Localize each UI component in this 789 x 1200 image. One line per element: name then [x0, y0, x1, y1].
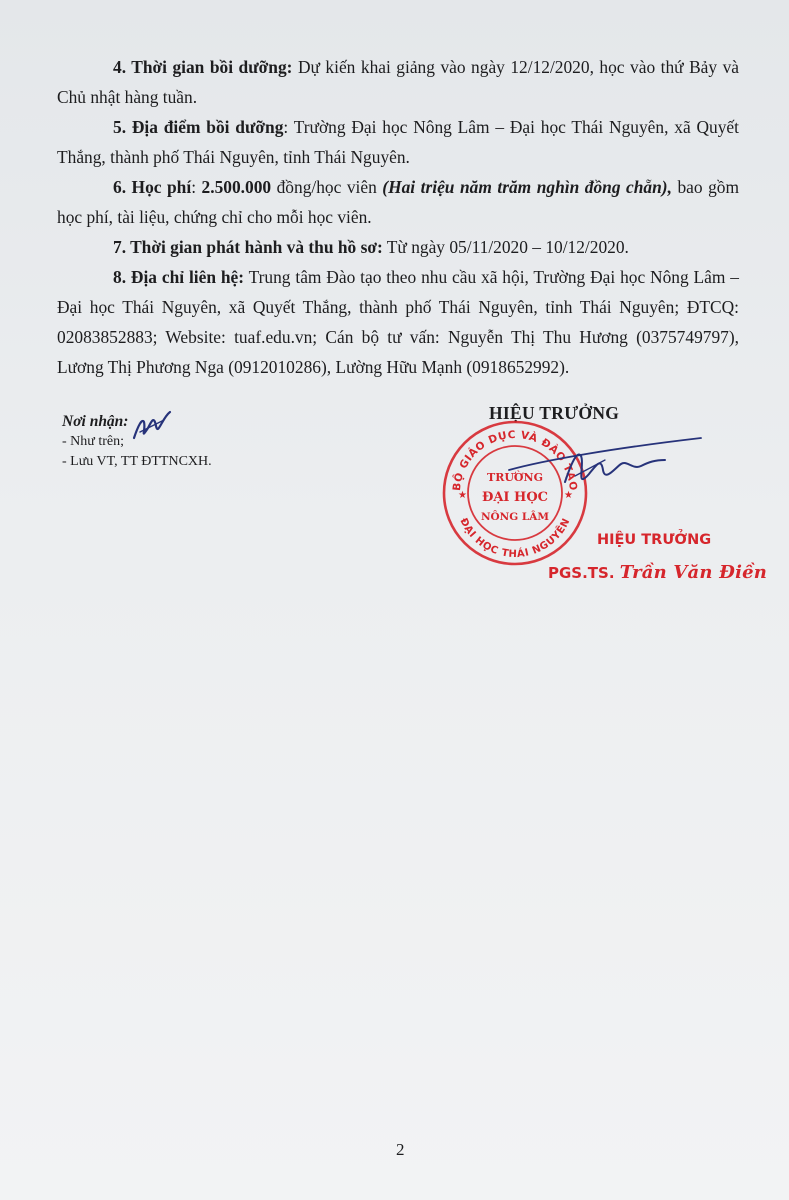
seal-line-3: NÔNG LÂM — [480, 511, 550, 523]
paragraph-training-time — [57, 52, 739, 112]
heading: 4. Thời gian bồi dưỡng: — [113, 57, 293, 77]
heading: 7. Thời gian phát hành và thu hồ sơ: — [113, 237, 383, 257]
initial-signature — [130, 408, 176, 444]
paragraph-training-location — [57, 112, 739, 172]
signer-degree: PGS.TS. — [548, 564, 615, 582]
document-body — [57, 52, 739, 382]
svg-text:ĐẠI HỌC THÁI NGUYÊN — [457, 517, 572, 561]
svg-text:★: ★ — [564, 490, 573, 501]
seal-line-1: TRƯỜNG — [487, 471, 543, 484]
signer-fullname: Trần Văn Điền — [619, 562, 768, 583]
svg-text:★: ★ — [458, 490, 467, 501]
paragraph-text: Trung tâm Đào tạo theo nhu cầu xã hội, Trường Đại học Nông Lâm – Đại học Thái Nguyên, xã Quyết Thắng, thành phố Thái Nguyên, tỉnh Thái Nguyên; ĐTCQ: 02083852883; Website: tuaf.edu.vn; Cán bộ tư vấn: Nguyễn Thị Thu Hương (0375749797), Lương Thị Phương Nga (0912010286), Lường Hữu Mạnh (0918652992). — [57, 267, 739, 377]
signer-name — [548, 562, 767, 583]
paragraph-tuition — [57, 172, 739, 232]
stamp-signer-title: HIỆU TRƯỞNG — [597, 532, 712, 548]
paragraph-contact — [57, 262, 739, 382]
seal-bottom-text: ĐẠI HỌC THÁI NGUYÊN — [457, 516, 573, 561]
paragraph-text: bao gồm học phí, tài liệu, chứng chỉ cho mỗi học viên. — [57, 177, 739, 227]
paragraph-text: đồng/học viên — [271, 177, 383, 197]
heading: 8. Địa chỉ liên hệ: — [113, 267, 245, 287]
recipient-item: - Như trên; — [62, 434, 125, 449]
heading: 6. Học phí — [113, 177, 192, 197]
recipient-item: - Lưu VT, TT ĐTTNCXH. — [62, 454, 212, 469]
paragraph-text: : Trường Đại học Nông Lâm – Đại học Thái Nguyên, xã Quyết Thắng, thành phố Thái Nguyên, tỉnh Thái Nguyên. — [57, 117, 739, 167]
tuition-in-words: (Hai triệu năm trăm nghìn đồng chẵn), — [382, 177, 672, 197]
tuition-amount: 2.500.000 — [201, 177, 272, 197]
recipients-title: Nơi nhận: — [62, 413, 129, 430]
heading: 5. Địa điểm bồi dưỡng — [113, 117, 284, 137]
paragraph-text: Dự kiến khai giảng vào ngày 12/12/2020, học vào thứ Bảy và Chủ nhật hàng tuần. — [57, 57, 740, 107]
page-number: 2 — [396, 1140, 405, 1159]
paragraph-text: : — [191, 177, 202, 197]
paragraph-text: Từ ngày 05/11/2020 – 10/12/2020. — [382, 237, 629, 257]
signer-title: HIỆU TRƯỞNG — [489, 403, 620, 423]
seal-line-2: ĐẠI HỌC — [481, 490, 549, 505]
paragraph-application-period — [57, 232, 739, 262]
handwritten-signature — [505, 430, 715, 500]
seal-ring-text: BỘ GIÁO DỤC VÀ ĐÀO TẠO — [450, 428, 580, 492]
